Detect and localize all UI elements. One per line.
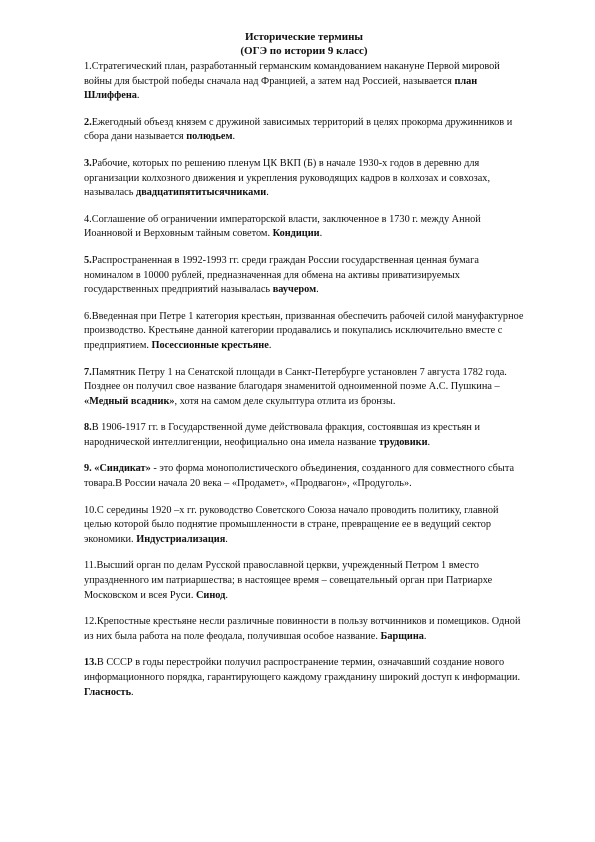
item-term: план Шлиффена: [84, 75, 478, 102]
list-item: [84, 157, 524, 201]
item-tail: .: [225, 533, 228, 545]
item-term: «Медный всадник»: [84, 395, 175, 407]
item-tail: .: [232, 131, 236, 143]
item-number: 11.: [84, 560, 97, 572]
list-item: [84, 559, 524, 603]
document-subtitle: (ОГЭ по истории 9 класс): [240, 45, 368, 57]
item-tail: .: [266, 187, 269, 199]
item-text: Ежегодный объезд князем с дружиной зависимых территорий в целях прокорма дружинников и сбора дани называется: [84, 116, 513, 143]
item-text: Крепостные крестьяне несли различные повинности в пользу вотчинников и помещиков. Одной из них была работа на поле феодала, получившая особое название.: [84, 616, 521, 642]
list-item: [84, 116, 524, 145]
terms-list: [84, 60, 524, 700]
item-tail: , хотя на самом деле скульптура отлита из бронзы.: [174, 395, 396, 407]
item-tail: .: [316, 284, 319, 296]
item-number: 12.: [84, 616, 97, 628]
list-item: [84, 504, 524, 548]
item-text: Стратегический план, разработанный германским командованием накануне Первой мировой войны для быстрой победы сначала над Францией, а затем над Россией, называется: [84, 61, 500, 87]
item-term: Синод: [195, 589, 226, 601]
list-item: [84, 656, 524, 700]
list-item: [84, 615, 524, 644]
item-term: трудовики: [378, 436, 428, 448]
item-term: Барщина: [380, 630, 424, 642]
item-term: двадцатипятитысячниками: [136, 187, 267, 199]
item-text: Введенная при Петре 1 категория крестьян, призванная обеспечить рабочей силой мануфактурное производство. Крестьяне данной категории продавались и покупались исключительно вместе с предприятием.: [84, 310, 524, 351]
item-text: С середины 1920 –х гг. руководство Советского Союза начало проводить политику, главной целью которой было поднятие промышленности в стране, превращение ее в ведущий сектор экономики.: [84, 504, 499, 545]
item-term: Кондиции: [272, 228, 320, 240]
item-text: Распространенная в 1992-1993 гг. среди граждан России государственная ценная бумага номиналом в 10000 рублей, предназначенная для обмена на активы приватизируемых государственных предприятий называлась: [84, 254, 479, 296]
item-tail: .: [131, 686, 134, 698]
item-term: Индустриализация: [136, 533, 226, 545]
item-number: 3.: [84, 157, 92, 169]
item-text: - это форма монополистического объединения, созданного для совместного сбыта товара.В России начала 20 века – «Продамет», «Продвагон», «Продуголь».: [84, 463, 515, 490]
item-tail: .: [427, 436, 431, 448]
item-number: 2.: [84, 116, 92, 128]
item-number: 10.: [84, 504, 97, 516]
item-tail: .: [225, 589, 228, 601]
list-item: [84, 60, 524, 104]
item-tail: .: [423, 630, 427, 642]
item-text: В СССР в годы перестройки получил распространение термин, означавший создание нового информационного порядка, гарантирующего каждому гражданину широкий доступ к информации.: [84, 657, 521, 683]
item-number: 4.: [84, 213, 92, 225]
item-tail: .: [268, 339, 272, 351]
item-term: Посессионные крестьяне: [151, 339, 269, 351]
item-number: 6.: [84, 310, 92, 322]
item-lead-term: «Синдикат»: [94, 463, 151, 475]
item-text: Памятник Петру 1 на Сенатской площади в Санкт-Петербурге установлен 7 августа 1782 года. Позднее он получил свое название благодаря знаменитой одноименной поэме А.С. Пушкина –: [84, 366, 507, 393]
item-text: Рабочие, которых по решению пленум ЦК ВКП (Б) в начале 1930-х годов в деревню для организации колхозного движения и укрепления руководящих кадров в колхозах и совхозах, называлась: [84, 157, 491, 199]
list-item: [84, 310, 524, 354]
item-term: полюдьем: [186, 131, 233, 143]
list-item: [84, 421, 524, 450]
document-page: [84, 30, 524, 712]
list-item: [84, 366, 524, 410]
item-number: 7.: [84, 366, 92, 378]
document-title: Исторические термины: [244, 31, 364, 43]
item-number: 9.: [84, 463, 95, 475]
item-number: 5.: [84, 254, 92, 266]
item-text: В 1906-1917 гг. в Государственной думе действовала фракция, состоявшая из крестьян и народнической интеллигенции, неофициально она имела название: [84, 422, 480, 448]
item-tail: .: [136, 90, 140, 102]
item-text: Соглашение об ограничении императорской власти, заключенное в 1730 г. между Анной Иоанновой и Верховным тайным советом.: [84, 213, 481, 240]
list-item: [84, 254, 524, 298]
list-item: [84, 213, 524, 242]
item-number: 13.: [84, 657, 97, 669]
item-text: Высший орган по делам Русской православной церкви, учрежденный Петром 1 вместо упраздненного им патриаршества; в настоящее время – совещательный орган при Патриархе Московском и всея Руси.: [84, 560, 493, 601]
item-term: Гласность: [84, 686, 132, 698]
item-term: ваучером: [272, 284, 317, 296]
item-number: 1.: [84, 61, 92, 72]
list-item: [84, 462, 524, 491]
item-tail: .: [319, 228, 323, 240]
item-number: 8.: [84, 422, 92, 434]
